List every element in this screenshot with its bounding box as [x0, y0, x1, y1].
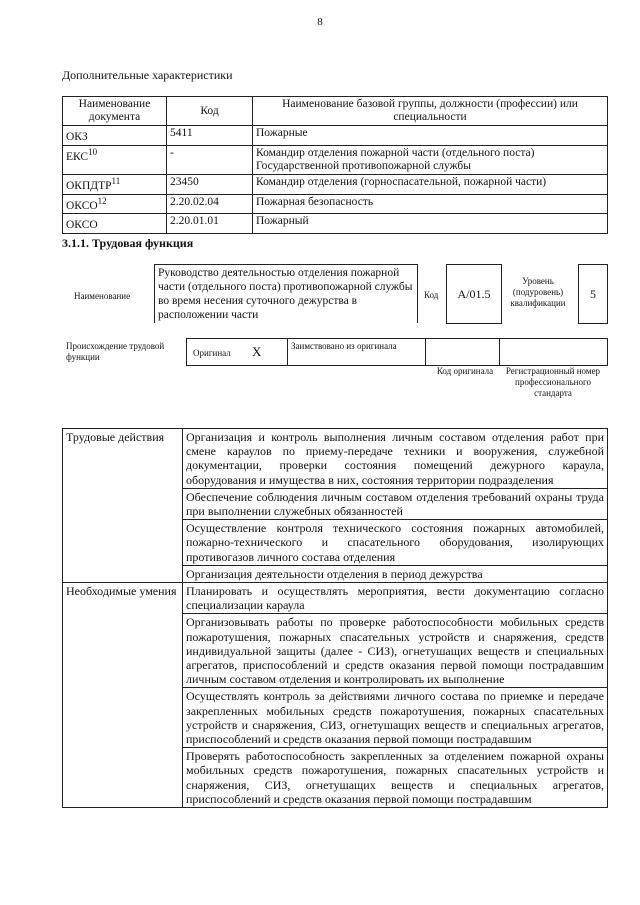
header-base-group: Наименование базовой группы, должности (профессии) или специальности [253, 97, 608, 126]
registration-number-caption: Регистрационный номер профессионального стандарта [505, 366, 601, 398]
borrowed-label: Заимствовано из оригинала [291, 341, 397, 351]
header-doc-name: Наименование документа [63, 97, 167, 126]
required-skill: Планировать и осуществлять мероприятия, вести документацию согласно специализации караула [183, 583, 608, 614]
divider [425, 339, 426, 365]
labor-action: Обеспечение соблюдения личным составом отделения требований охраны труда при выполнении служебных обязанностей [183, 488, 608, 519]
divider [287, 339, 288, 365]
code-original-caption: Код оригинала [436, 366, 494, 376]
doc-title: Командир отделения (горноспасательной, пожарной части) [253, 174, 608, 194]
doc-name: ОКСО [66, 219, 98, 232]
additional-characteristics-title: Дополнительные характеристики [62, 68, 233, 82]
original-label: Оригинал [193, 348, 231, 358]
skills-label: Необходимые умения [63, 583, 183, 808]
origin-label: Происхождение трудовой функции [66, 341, 165, 362]
function-name: Руководство деятельностью отделения пожарной части (отдельного поста) противопожарной службы во время несения суточного дежурства в расположении части [158, 267, 413, 321]
doc-code: 2.20.02.04 [167, 194, 253, 214]
doc-code: 5411 [167, 126, 253, 146]
actions-label: Трудовые действия [63, 429, 183, 583]
doc-title: Командир отделения пожарной части (отдельного поста) Государственной противопожарной службы [253, 145, 608, 174]
code-box [446, 264, 502, 324]
doc-title: Пожарная безопасность [253, 194, 608, 214]
table-header-row [63, 97, 608, 126]
qualification-level-label: Уровень (подуровень) квалификации [510, 276, 566, 308]
doc-name: ЕКС [66, 150, 89, 163]
table-row [63, 214, 608, 234]
origin-box [186, 338, 608, 366]
required-skill: Осуществлять контроль за действиями личного состава по приемке и передаче закрепленных мобильных средств пожаротушения, пожарных спасательных устройств и снаряжения, СИЗ, огнетушащих веществ и специальных агрегатов, приспособлений и средств оказания первой помощи пострадавшим [183, 688, 608, 748]
header-code: Код [167, 97, 253, 126]
additional-characteristics-table [62, 96, 608, 234]
footnote-ref: 12 [97, 195, 107, 206]
doc-title: Пожарный [253, 214, 608, 234]
labor-function-heading: 3.1.1. Трудовая функция [62, 236, 194, 250]
table-row [63, 429, 608, 489]
labor-action: Организация деятельности отделения в период дежурства [183, 565, 608, 582]
table-row [63, 194, 608, 214]
table-row [63, 126, 608, 146]
labor-actions-table [62, 428, 608, 808]
qualification-level: 5 [590, 287, 596, 301]
doc-title: Пожарные [253, 126, 608, 146]
doc-code: 23450 [167, 174, 253, 194]
divider [499, 339, 500, 365]
labor-action: Организация и контроль выполнения личным составом отделения работ при смене караулов по приему-передаче техники и вооружения, служебной документации, проверки состояния помещений дежурного караула, оборудования и имущества в них, состояния территории подразделения [183, 429, 608, 489]
function-code: A/01.5 [457, 287, 491, 301]
footnote-ref: 11 [111, 175, 121, 186]
table-row [63, 583, 608, 614]
required-skill: Проверять работоспособность закрепленных за отделением пожарной охраны мобильных средств пожаротушения, пожарных спасательных устройств и снаряжения, СИЗ, огнетушащих веществ и специальных агрегатов, приспособлений и средств оказания первой помощи пострадавшим [183, 748, 608, 808]
doc-name: ОКЗ [66, 130, 88, 143]
doc-code: - [167, 145, 253, 174]
original-mark: X [252, 344, 262, 359]
code-label: Код [424, 290, 439, 300]
footnote-ref: 10 [88, 146, 98, 157]
doc-code: 2.20.01.01 [167, 214, 253, 234]
doc-name: ОКПДТР [66, 179, 112, 192]
doc-name: ОКСО [66, 199, 98, 212]
page-number: 8 [317, 16, 323, 28]
level-box [578, 264, 608, 324]
labor-action: Осуществление контроля технического состояния пожарных автомобилей, пожарно-технического и спасательного оборудования, изолирующих противогазов личного состава отделения [183, 520, 608, 566]
table-row [63, 145, 608, 174]
table-row [63, 174, 608, 194]
name-label: Наименование [74, 291, 131, 301]
function-name-box [154, 264, 418, 323]
required-skill: Организовывать работы по проверке работоспособности мобильных средств пожаротушения, пожарных спасательных устройств и снаряжения, средств индивидуальной защиты (далее - СИЗ), огнетушащих веществ и специальных агрегатов, приспособлений и средств оказания первой помощи пострадавшим личным составом отделения и контролировать их выполнение [183, 614, 608, 688]
